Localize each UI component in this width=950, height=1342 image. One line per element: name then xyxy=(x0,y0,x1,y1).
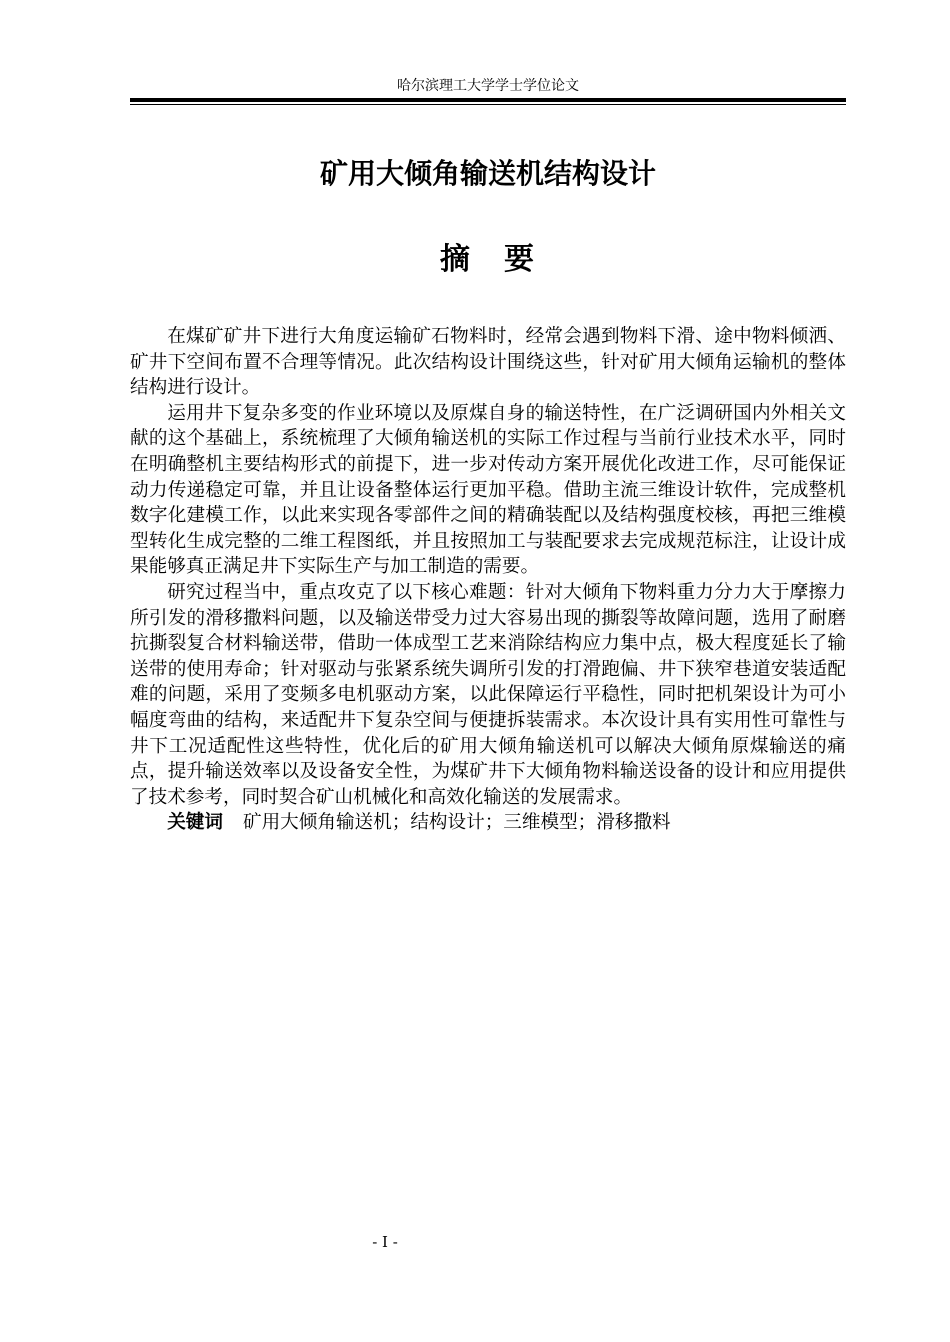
abstract-paragraph-1: 在煤矿矿井下进行大角度运输矿石物料时，经常会遇到物料下滑、途中物料倾洒、矿井下空间布置不合理等情况。此次结构设计围绕这些，针对矿用大倾角运输机的整体结构进行设计。 xyxy=(130,326,846,399)
abstract-body xyxy=(130,324,846,836)
thesis-title: 矿用大倾角输送机结构设计 xyxy=(319,157,656,190)
running-header: 哈尔滨理工大学学士学位论文 xyxy=(397,78,579,94)
abstract-paragraph-2: 运用井下复杂多变的作业环境以及原煤自身的输送特性，在广泛调研国内外相关文献的这个基础上，系统梳理了大倾角输送机的实际工作过程与当前行业技术水平，同时在明确整机主要结构形式的前提下，进一步对传动方案开展优化改进工作，尽可能保证动力传递稳定可靠，并且让设备整体运行更加平稳。借助主流三维设计软件，完成整机数字化建模工作，以此来实现各零部件之间的精确装配以及结构强度校核，再把三维模型转化生成完整的二维工程图纸，并且按照加工与装配要求去完成规范标注，让设计成果能够真正满足井下实际生产与加工制造的需要。 xyxy=(130,402,846,578)
page-number: - I - xyxy=(372,1233,398,1251)
keywords-text: 矿用大倾角输送机；结构设计；三维模型；滑移撒料 xyxy=(242,812,671,834)
header-rule-thick xyxy=(130,98,846,102)
keywords-line xyxy=(130,810,846,836)
abstract-heading: 摘 要 xyxy=(440,242,536,277)
header-rule-thin xyxy=(130,104,846,105)
keywords-label: 关键词 xyxy=(167,812,223,834)
abstract-paragraph-3: 研究过程当中，重点攻克了以下核心难题：针对大倾角下物料重力分力大于摩擦力所引发的滑移撒料问题，以及输送带受力过大容易出现的撕裂等故障问题，选用了耐磨抗撕裂复合材料输送带，借助一体成型工艺来消除结构应力集中点，极大程度延长了输送带的使用寿命；针对驱动与张紧系统失调所引发的打滑跑偏、井下狭窄巷道安装适配难的问题，采用了变频多电机驱动方案，以此保障运行平稳性，同时把机架设计为可小幅度弯曲的结构，来适配井下复杂空间与便捷拆装需求。本次设计具有实用性可靠性与井下工况适配性这些特性，优化后的矿用大倾角输送机可以解决大倾角原煤输送的痛点，提升输送效率以及设备安全性，为煤矿井下大倾角物料输送设备的设计和应用提供了技术参考，同时契合矿山机械化和高效化输送的发展需求。 xyxy=(130,581,846,808)
